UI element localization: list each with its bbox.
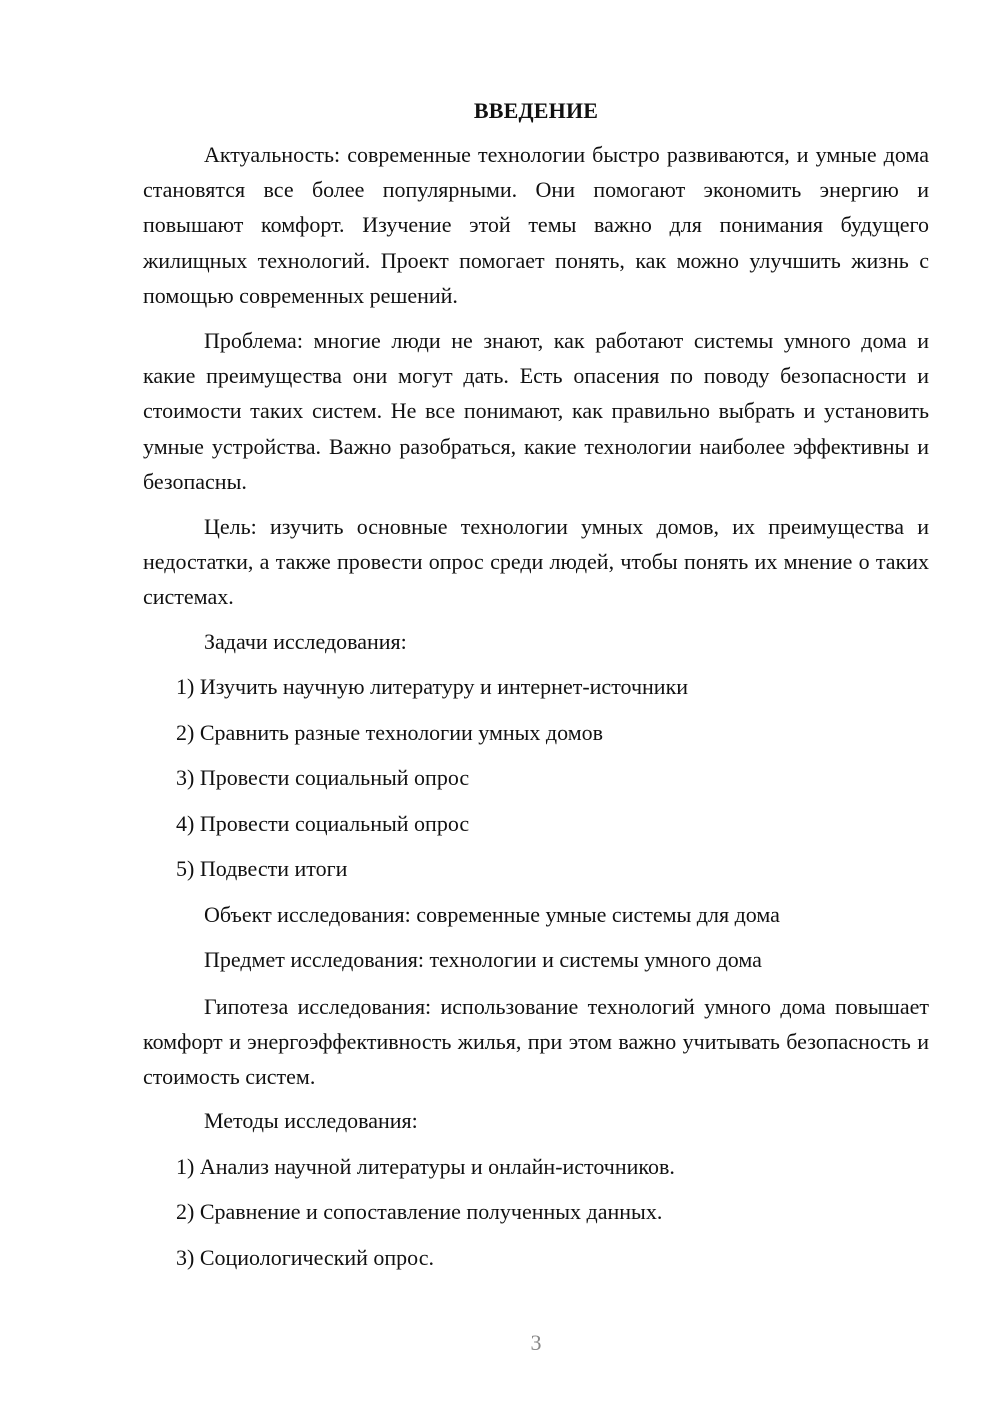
problem-paragraph: Проблема: многие люди не знают, как работают системы умного дома и какие преимущества они могут дать. Есть опасения по поводу безопасности и стоимости таких систем. Не все понимают, как правильно выбрать и установить умные устройства. Важно разобраться, какие технологии наиболее эффективны и безопасны. — [143, 328, 929, 494]
goal-paragraph: Цель: изучить основные технологии умных домов, их преимущества и недостатки, а также провести опрос среди людей, чтобы понять их мнение о таких системах. — [143, 514, 929, 610]
list-item: 1) Анализ научной литературы и онлайн-источников. — [176, 1153, 675, 1179]
methods-heading: Методы исследования: — [204, 1108, 418, 1134]
list-item: 2) Сравнение и сопоставление полученных данных. — [176, 1199, 663, 1225]
page-title: ВВЕДЕНИЕ — [473, 98, 599, 123]
tasks-list — [143, 670, 929, 886]
tasks-heading: Задачи исследования: — [204, 628, 407, 654]
list-item: 4) Провести социальный опрос — [176, 810, 470, 836]
subject-line: Предмет исследования: технологии и системы умного дома — [204, 947, 762, 973]
list-item: 3) Социологический опрос. — [176, 1244, 434, 1270]
list-item: 1) Изучить научную литературу и интернет-источники — [176, 674, 689, 700]
object-line: Объект исследования: современные умные системы для дома — [204, 901, 780, 927]
list-item: 3) Провести социальный опрос — [176, 765, 470, 791]
document-body — [143, 94, 929, 1286]
list-item: 2) Сравнить разные технологии умных домов — [176, 719, 604, 745]
methods-list — [143, 1150, 929, 1275]
relevance-paragraph: Актуальность: современные технологии быстро развиваются, и умные дома становятся все более популярными. Они помогают экономить энергию и повышают комфорт. Изучение этой темы важно для понимания будущего жилищных технологий. Проект помогает понять, как можно улучшить жизнь с помощью современных решений. — [143, 142, 929, 308]
hypothesis-paragraph: Гипотеза исследования: использование технологий умного дома повышает комфорт и энергоэффективность жилья, при этом важно учитывать безопасность и стоимость систем. — [143, 993, 929, 1090]
page-number: 3 — [530, 1330, 542, 1355]
list-item: 5) Подвести итоги — [176, 856, 348, 882]
